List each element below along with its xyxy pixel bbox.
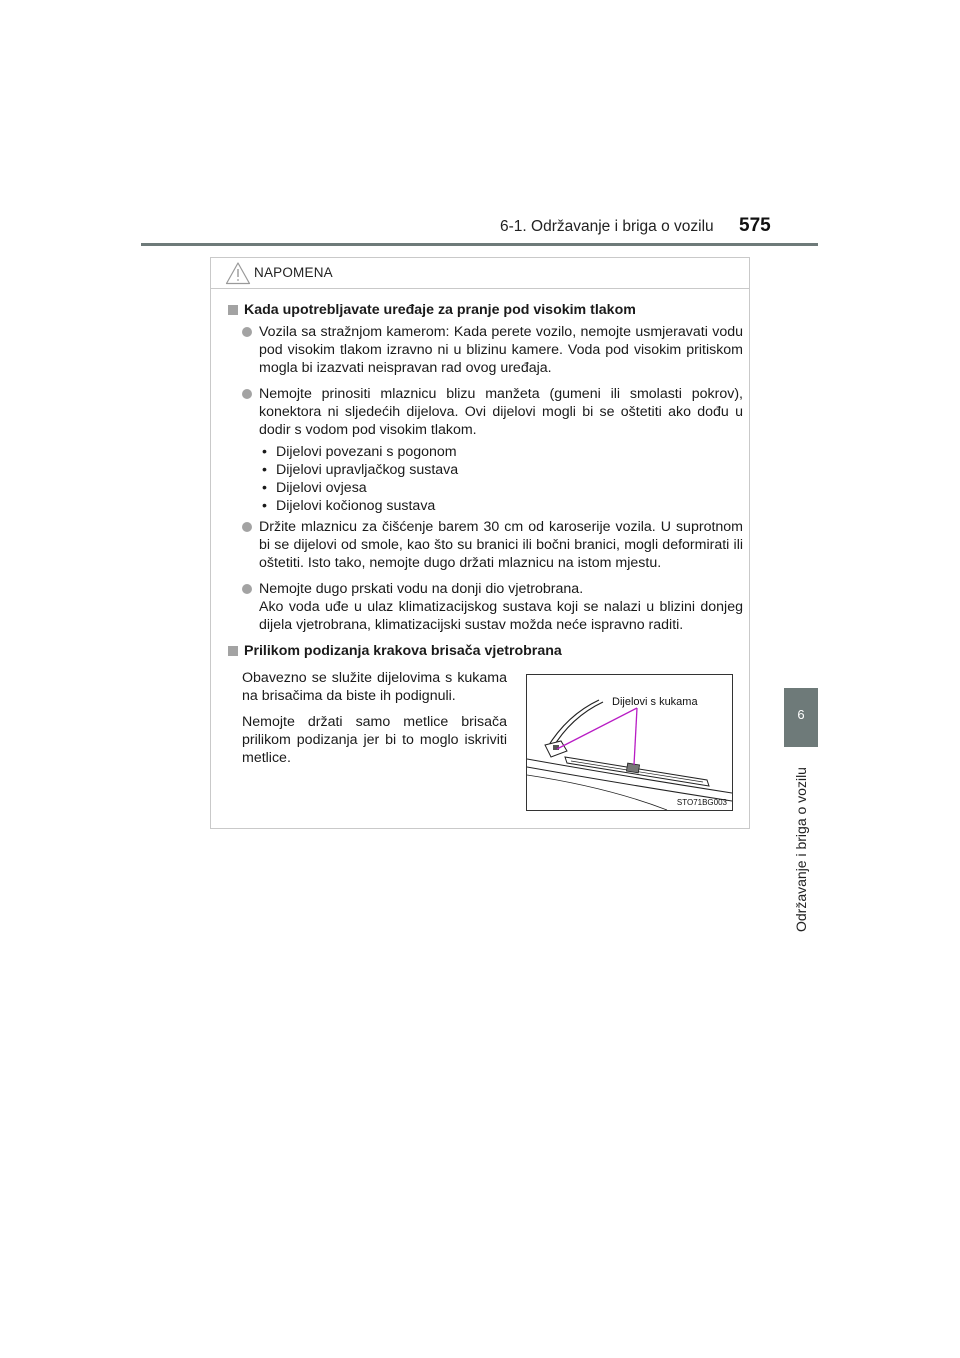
parts-list	[228, 443, 743, 515]
wiper-illustration	[526, 674, 733, 811]
round-bullet-icon	[242, 327, 252, 337]
note-header	[211, 258, 749, 289]
chapter-tab-number: 6	[797, 707, 805, 722]
header-section-title: 6-1. Održavanje i briga o vozilu	[500, 218, 714, 235]
bullet-text: Nemojte prinositi mlaznicu blizu manžeta (gumeni ili smolasti pokrov), konektora ni sljedećih dijelova. Ovi dijelovi mogli bi se oštetiti ako dođu u dodir s vodom pod visokim tlakom.	[259, 386, 743, 438]
hook-part	[626, 763, 639, 773]
paragraph: Nemojte držati samo metlice brisača prilikom podizanja jer bi to moglo iskriviti metlice.	[242, 714, 507, 766]
list-item-text: Dijelovi kočionog sustava	[276, 498, 436, 514]
note-title: NAPOMENA	[254, 265, 333, 280]
section-heading-text: Prilikom podizanja krakova brisača vjetrobrana	[244, 643, 562, 659]
bullet-item	[228, 323, 743, 377]
chapter-tab-label: Održavanje i briga o vozilu	[793, 767, 809, 932]
figure-callout-label: Dijelovi s kukama	[612, 696, 698, 708]
list-item-text: Dijelovi povezani s pogonom	[276, 444, 457, 460]
list-item: • Dijelovi upravljačkog sustava	[262, 462, 459, 478]
note-content	[228, 301, 743, 664]
bullet-text: Vozila sa stražnjom kamerom: Kada perete vozilo, nemojte usmjeravati vodu pod visokim tlakom izravno ni u blizinu kamere. Voda pod visokim pritiskom mogla bi izazvati neispravan rad ovog uređaja.	[259, 324, 743, 376]
section-heading-wiper-arms	[228, 642, 743, 660]
header-rule	[141, 243, 818, 246]
bullet-item	[228, 518, 743, 572]
bullet-item	[228, 580, 743, 634]
warning-triangle-icon	[225, 261, 251, 285]
section-heading-text: Kada upotrebljavate uređaje za pranje pod visokim tlakom	[244, 302, 636, 318]
hook-part	[553, 745, 559, 750]
bullet-text: Nemojte dugo prskati vodu na donji dio vjetrobrana.	[259, 581, 584, 597]
round-bullet-icon	[242, 389, 252, 399]
page-number: 575	[739, 215, 771, 236]
chapter-tab	[784, 688, 818, 747]
figure-code: STO71BG003	[676, 798, 727, 807]
bullet-text: Ako voda uđe u ulaz klimatizacijskog sustava koji se nalazi u blizini donjeg dijela vjetrobrana, klimatizacijski sustav možda neće ispravno raditi.	[259, 599, 743, 633]
list-item-text: Dijelovi ovjesa	[276, 480, 367, 496]
list-item: • Dijelovi ovjesa	[262, 480, 367, 496]
round-bullet-icon	[242, 522, 252, 532]
paragraph: Obavezno se služite dijelovima s kukama na brisačima da biste ih podignuli.	[242, 670, 507, 704]
square-bullet-icon	[228, 646, 238, 656]
round-bullet-icon	[242, 584, 252, 594]
section-heading-pressure-washer	[228, 301, 743, 319]
square-bullet-icon	[228, 305, 238, 315]
bullet-item	[228, 385, 743, 439]
note-box	[210, 257, 750, 829]
list-item-text: Dijelovi upravljačkog sustava	[276, 462, 459, 478]
wiper-instructions	[242, 669, 507, 775]
bullet-text: Držite mlaznicu za čišćenje barem 30 cm od karoserije vozila. U suprotnom bi se dijelovi od smole, kao što su branici ili bočni branici, mogli deformirati ili oštetiti. Isto tako, nemojte dugo držati mlaznicu na istom mjestu.	[259, 519, 743, 571]
list-item: • Dijelovi kočionog sustava	[262, 498, 436, 514]
list-item: • Dijelovi povezani s pogonom	[262, 444, 457, 460]
